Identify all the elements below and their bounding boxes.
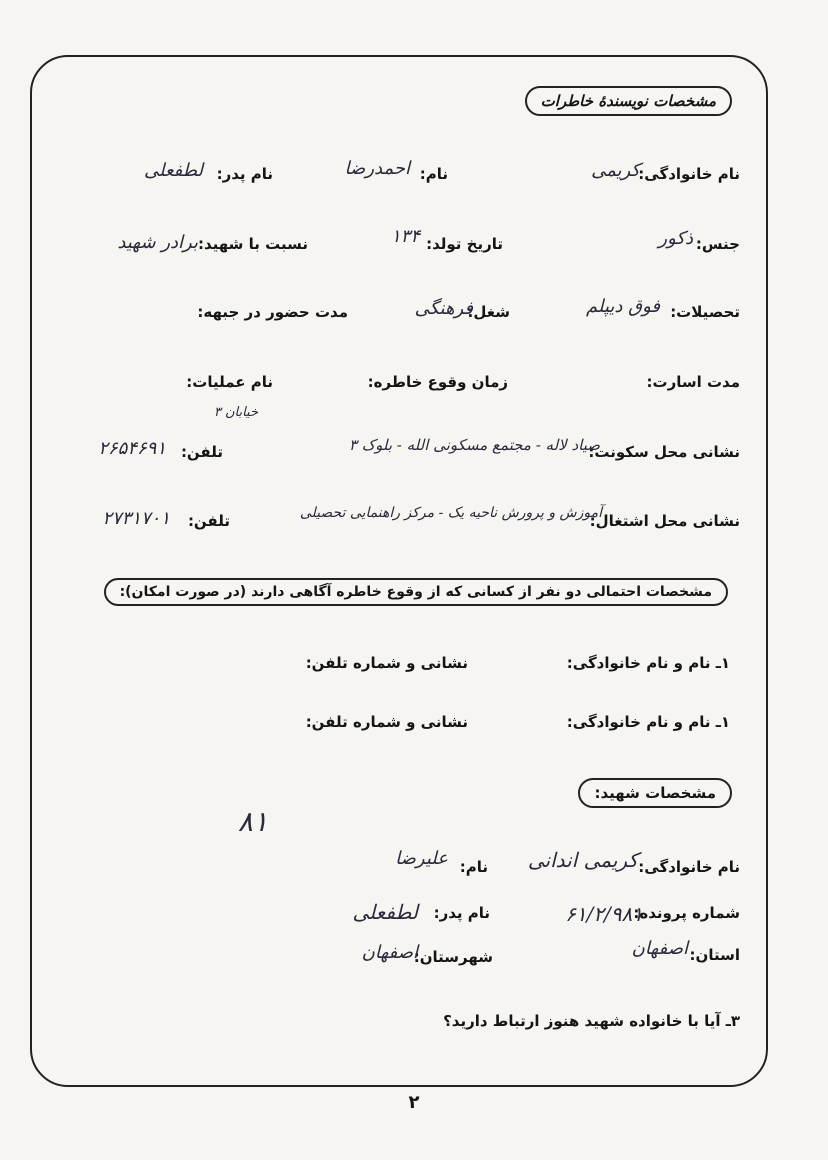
martyr-family-contact-question: ۳ـ آیا با خانواده شهید هنوز ارتباط دارید؟ bbox=[443, 1012, 740, 1030]
work-address-value: آموزش و پرورش ناحیه یک - مرکز راهنمایی تحصیلی bbox=[299, 505, 602, 521]
job-label: شغل: bbox=[467, 303, 510, 321]
captivity-label: مدت اسارت: bbox=[646, 373, 740, 391]
memory-time-label: زمان وقوع خاطره: bbox=[367, 373, 508, 391]
martyr-family-name-label: نام خانوادگی: bbox=[638, 858, 740, 876]
first-name-label: نام: bbox=[419, 165, 448, 183]
father-name-label: نام پدر: bbox=[216, 165, 273, 183]
witness-1-name-label: ۱ـ نام و نام خانوادگی: bbox=[566, 654, 730, 672]
father-name-value: لطفعلی bbox=[143, 160, 203, 181]
relation-label: نسبت با شهید: bbox=[197, 235, 308, 253]
relation-value: برادر شهید bbox=[117, 232, 198, 253]
work-phone-label: تلفن: bbox=[187, 512, 230, 530]
first-name-value: احمدرضا bbox=[344, 158, 410, 179]
home-address-note: خیابان ۳ bbox=[213, 405, 258, 420]
education-label: تحصیلات: bbox=[670, 303, 740, 321]
file-number-label: شماره پرونده: bbox=[633, 904, 740, 922]
witness-2-name-label: ۱ـ نام و نام خانوادگی: bbox=[566, 713, 730, 731]
form-frame bbox=[30, 55, 768, 1087]
home-phone-label: تلفن: bbox=[180, 443, 223, 461]
work-phone-value: ۲۷۳۱۷۰۱ bbox=[102, 508, 170, 529]
witness-2-address-label: نشانی و شماره تلفن: bbox=[305, 713, 468, 731]
city-label: شهرستان: bbox=[413, 948, 493, 966]
martyr-family-name-value: کریمی اندانی bbox=[527, 848, 638, 872]
page-number: ۲ bbox=[408, 1092, 420, 1113]
job-value: فرهنگی bbox=[414, 298, 473, 319]
witness-1-address-label: نشانی و شماره تلفن: bbox=[305, 654, 468, 672]
home-phone-value: ۲۶۵۴۶۹۱ bbox=[98, 438, 166, 459]
operation-name-label: نام عملیات: bbox=[186, 373, 273, 391]
gender-label: جنس: bbox=[695, 235, 740, 253]
file-number-value: ۶۱/۲/۹۸۱ bbox=[565, 902, 643, 926]
martyr-father-name-label: نام پدر: bbox=[433, 904, 490, 922]
birth-date-label: تاریخ تولد: bbox=[426, 235, 503, 253]
front-duration-label: مدت حضور در جبهه: bbox=[197, 303, 348, 321]
author-section-heading: مشخصات نویسندهٔ خاطرات bbox=[525, 86, 732, 116]
witnesses-section-heading: مشخصات احتمالی دو نفر از کسانی که از وقوع خاطره آگاهی دارند (در صورت امکان): bbox=[104, 578, 728, 606]
birth-date-value: ۱۳۴ bbox=[390, 226, 420, 247]
home-address-value: صیاد لاله - مجتمع مسکونی الله - بلوک ۳ bbox=[348, 436, 600, 454]
province-value: اصفهان bbox=[631, 938, 688, 959]
city-value: اصفهان bbox=[361, 942, 418, 963]
martyr-father-name-value: لطفعلی bbox=[352, 900, 418, 924]
margin-number: ۸۱ bbox=[237, 805, 268, 838]
martyr-first-name-value: علیرضا bbox=[395, 848, 448, 869]
martyr-first-name-label: نام: bbox=[459, 858, 488, 876]
work-address-label: نشانی محل اشتغال: bbox=[589, 512, 740, 530]
education-value: فوق دیپلم bbox=[586, 296, 660, 317]
home-address-label: نشانی محل سکونت: bbox=[588, 443, 740, 461]
martyr-section-heading: مشخصات شهید: bbox=[578, 778, 732, 808]
family-name-label: نام خانوادگی: bbox=[638, 165, 740, 183]
family-name-value: کریمی bbox=[591, 160, 640, 181]
province-label: استان: bbox=[689, 946, 740, 964]
gender-value: ذکور bbox=[658, 228, 693, 249]
